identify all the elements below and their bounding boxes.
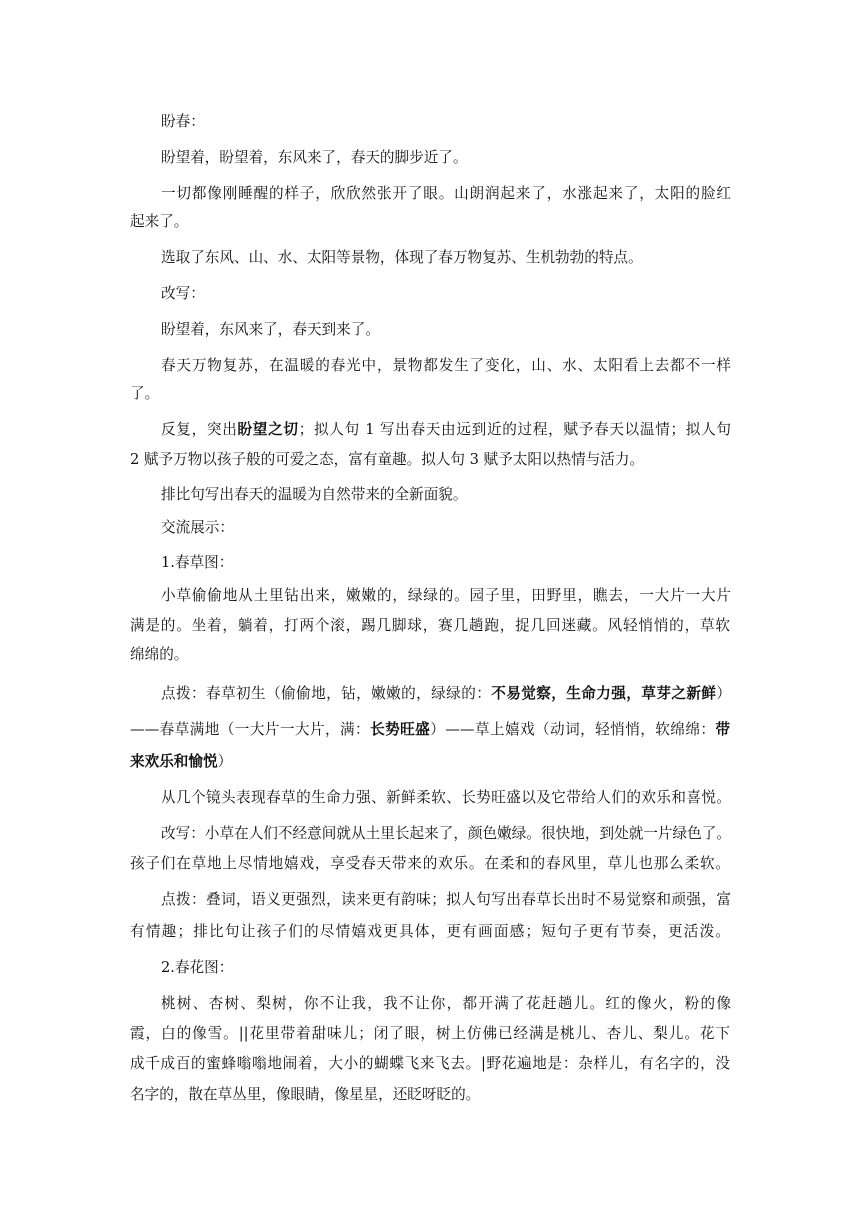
paragraph-line: [161, 420, 731, 440]
bold-text: 来欢乐和愉悦: [130, 753, 218, 770]
paragraph-line: 有情趣；排比句让孩子们的尽情嬉戏更具体，更有画面感；短句子更有节奏，更活泼。: [130, 923, 730, 940]
paragraph-line: 起来了。: [130, 213, 189, 230]
text-run: ）: [217, 753, 233, 770]
paragraph-line: 盼望着，盼望着，东风来了，春天的脚步近了。: [161, 149, 468, 166]
bold-text: 不易觉察，生命力强，草芽之新鲜: [491, 685, 717, 702]
text-run: ）——草上嬉戏（动词，轻悄悄，软绵绵：: [430, 721, 716, 738]
paragraph-line: 排比句写出春天的温暖为自然带来的全新面貌。: [161, 486, 468, 503]
heading-jiaoliu: 交流展示：: [161, 519, 234, 536]
paragraph-line: 孩子们在草地上尽情地嬉戏，享受春天带来的欢乐。在柔和的春风里，草儿也那么柔软。: [130, 855, 730, 872]
paragraph-line: 满是的。坐着，躺着，打两个滚，踢几脚球，赛几趟跑，捉几回迷藏。风轻悄悄的，草软: [130, 617, 730, 634]
paragraph-line: 改写：小草在人们不经意间就从土里长起来了，颜色嫩绿。很快地，到处就一片绿色了。: [161, 825, 731, 842]
heading-gaixie: 改写：: [161, 285, 205, 302]
heading-panchun: 盼春：: [161, 113, 205, 130]
text-run: 反复，突出: [161, 421, 238, 438]
paragraph-line: 霞，白的像雪。||花里带着甜味儿；闭了眼，树上仿佛已经满是桃儿、杏儿、梨儿。花下: [130, 1025, 730, 1042]
bold-text: 长势旺盛: [370, 721, 431, 738]
paragraph-line: 从几个镜头表现春草的生命力强、新鲜柔软、长势旺盛以及它带给人们的欢乐和喜悦。: [161, 789, 731, 806]
bold-text: 带: [715, 721, 730, 738]
paragraph-line: [130, 752, 730, 772]
heading-chunhua: 2.春花图：: [161, 959, 234, 976]
paragraph-line: 名字的，散在草丛里，像眼睛，像星星，还眨呀眨的。: [130, 1086, 481, 1103]
paragraph-line: 选取了东风、山、水、太阳等景物，体现了春万物复苏、生机勃勃的特点。: [161, 249, 643, 266]
paragraph-line: 成千成百的蜜蜂嗡嗡地闹着，大小的蝴蝶飞来飞去。|野花遍地是：杂样儿，有名字的，没: [130, 1055, 730, 1072]
paragraph-line: 春天万物复苏，在温暖的春光中，景物都发生了变化，山、水、太阳看上去都不一样: [161, 357, 731, 374]
paragraph-line: 绵绵的。: [130, 646, 189, 663]
paragraph-line: 点拨：叠词，语义更强烈，读来更有韵味；拟人句写出春草长出时不易觉察和顽强，富: [161, 891, 731, 908]
text-run: ——春草满地（一大片一大片，满：: [130, 721, 371, 738]
paragraph-line: [130, 720, 730, 740]
paragraph-line: 盼望着，东风来了，春天到来了。: [161, 321, 380, 338]
paragraph-line: 小草偷偷地从土里钻出来，嫩嫩的，绿绿的。园子里，田野里，瞧去，一大片一大片: [161, 587, 731, 604]
text-run: 点拨：春草初生（偷偷地，钻，嫩嫩的，绿绿的：: [161, 685, 492, 702]
paragraph-line: 一切都像刚睡醒的样子，欣欣然张开了眼。山朗润起来了，水涨起来了，太阳的脸红: [161, 185, 731, 202]
text-run: ；拟人句 1 写出春天由远到近的过程，赋予春天以温情；拟人句: [298, 421, 731, 438]
heading-chuncao: 1.春草图：: [161, 554, 234, 571]
bold-text: 盼望之切: [237, 421, 299, 438]
paragraph-line: [161, 684, 731, 704]
paragraph-line: 2 赋予万物以孩子般的可爱之态，富有童趣。拟人句 3 赋予太阳以热情与活力。: [130, 451, 645, 468]
paragraph-line: 桃树、杏树、梨树，你不让我，我不让你，都开满了花赶趟儿。红的像火，粉的像: [161, 995, 731, 1012]
text-run: ）: [716, 685, 731, 702]
paragraph-line: 了。: [130, 385, 160, 402]
